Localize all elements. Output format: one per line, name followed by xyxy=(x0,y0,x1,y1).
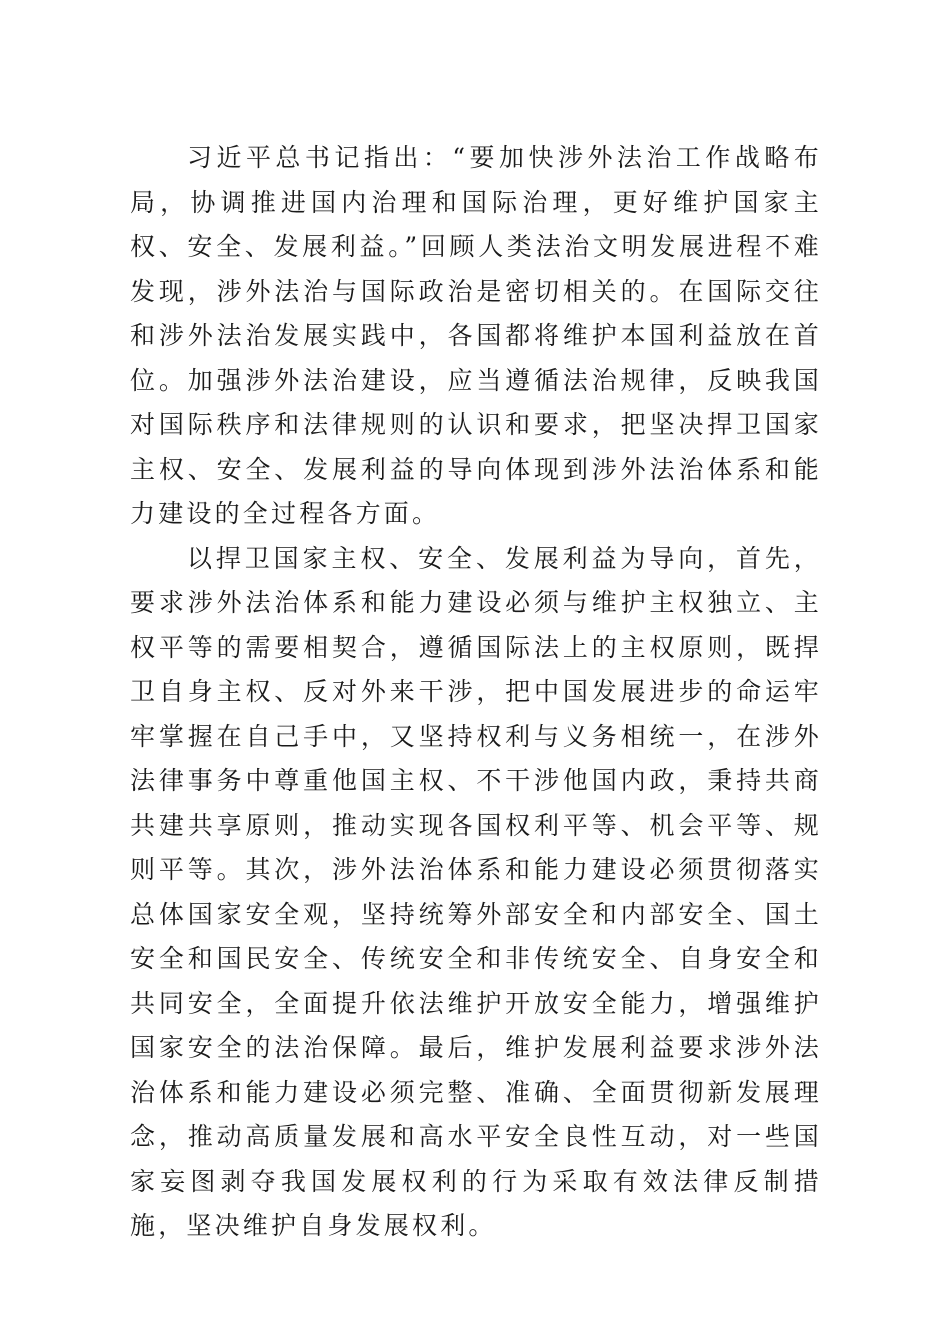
document-body xyxy=(130,136,822,1249)
paragraph-2: 以捍卫国家主权、安全、发展利益为导向，首先，要求涉外法治体系和能力建设必须与维护主权独立、主权平等的需要相契合，遵循国际法上的主权原则，既捍卫自身主权、反对外来干涉，把中国发展进步的命运牢牢掌握在自己手中，又坚持权利与义务相统一，在涉外法律事务中尊重他国主权、不干涉他国内政，秉持共商共建共享原则，推动实现各国权利平等、机会平等、规则平等。其次，涉外法治体系和能力建设必须贯彻落实总体国家安全观，坚持统筹外部安全和内部安全、国土安全和国民安全、传统安全和非传统安全、自身安全和共同安全，全面提升依法维护开放安全能力，增强维护国家安全的法治保障。最后，维护发展利益要求涉外法治体系和能力建设必须完整、准确、全面贯彻新发展理念，推动高质量发展和高水平安全良性互动，对一些国家妄图剥夺我国发展权利的行为采取有效法律反制措施，坚决维护自身发展权利。 xyxy=(130,543,822,1240)
paragraph-1: 习近平总书记指出：“要加快涉外法治工作战略布局，协调推进国内治理和国际治理，更好维护国家主权、安全、发展利益。”回顾人类法治文明发展进程不难发现，涉外法治与国际政治是密切相关的。在国际交往和涉外法治发展实践中，各国都将维护本国利益放在首位。加强涉外法治建设，应当遵循法治规律，反映我国对国际秩序和法律规则的认识和要求，把坚决捍卫国家主权、安全、发展利益的导向体现到涉外法治体系和能力建设的全过程各方面。 xyxy=(130,143,822,528)
